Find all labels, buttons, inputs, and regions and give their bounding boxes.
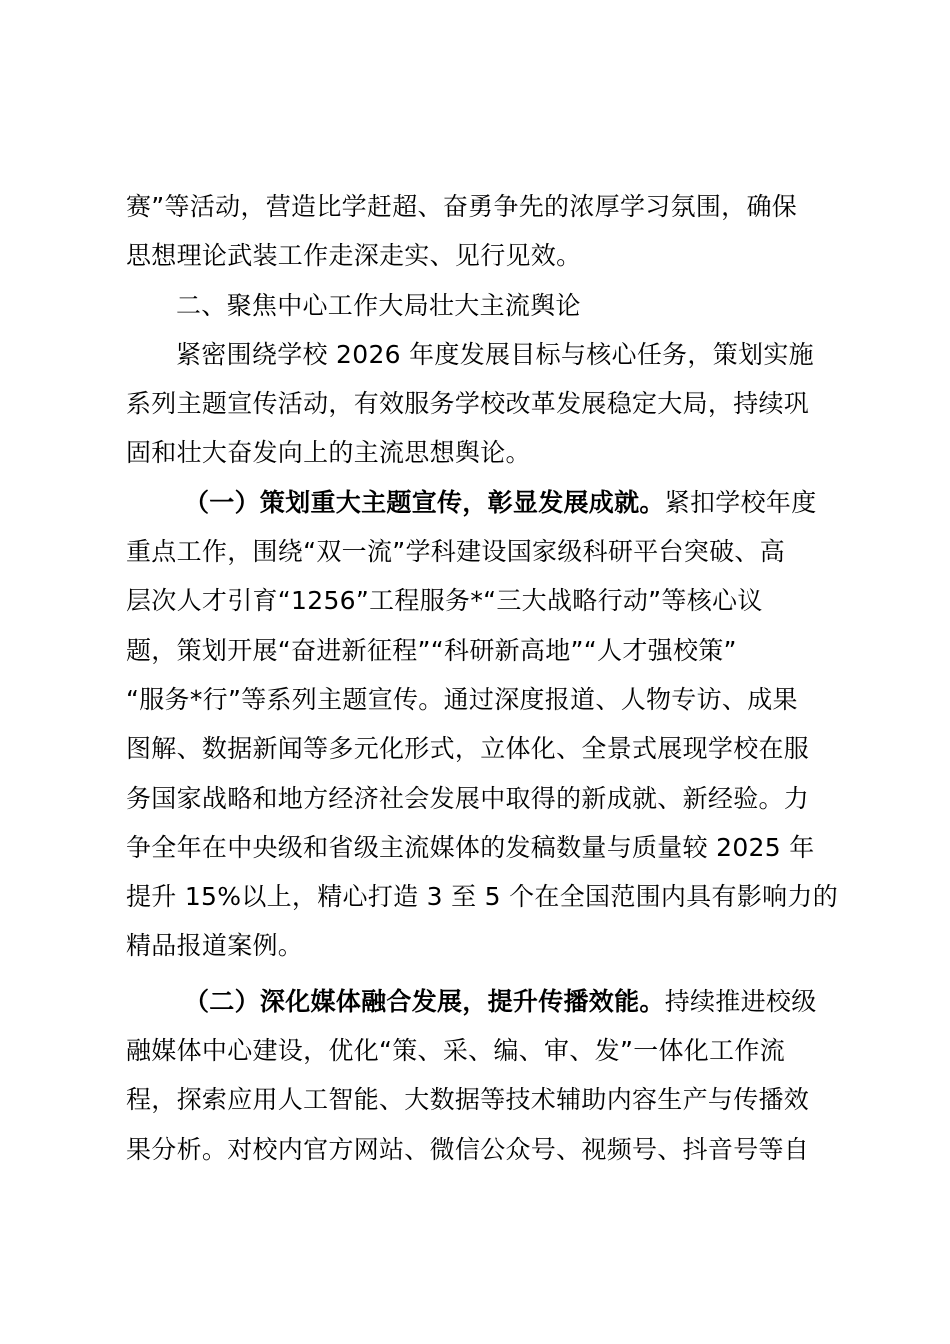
subsection-1-line: 图解、数据新闻等多元化形式，立体化、全景式展现学校在服 <box>126 734 810 764</box>
section-heading: 二、聚焦中心工作大局壮大主流舆论 <box>176 290 581 320</box>
subsection-1-first-line <box>126 478 834 527</box>
text-line: 思想理论武装工作走深走实、见行见效。 <box>126 241 582 271</box>
intro-paragraph-line: 紧密围绕学校 2026 年度发展目标与核心任务，策划实施 <box>176 339 814 369</box>
subsection-2-line: 果分析。对校内官方网站、微信公众号、视频号、抖音号等自 <box>126 1134 810 1164</box>
subsection-1-line: “服务*行”等系列主题宣传。通过深度报道、人物专访、成果 <box>126 684 798 714</box>
subsection-2-line: 程，探索应用人工智能、大数据等技术辅助内容生产与传播效 <box>126 1085 810 1115</box>
text-line: 赛”等活动，营造比学赶超、奋勇争先的浓厚学习氛围，确保 <box>126 192 798 221</box>
subsection-1-line: 精品报道案例。 <box>126 931 304 961</box>
subsection-1-line: 争全年在中央级和省级主流媒体的发稿数量与质量较 2025 年 <box>126 832 815 862</box>
subsection-2-first-line <box>126 977 834 1026</box>
subsection-2-heading: （二）深化媒体融合发展，提升传播效能。 <box>184 986 665 1016</box>
subsection-1-text: 紧扣学校年度 <box>664 487 817 517</box>
subsection-1-line: 题，策划开展“奋进新征程”“科研新高地”“人才强校策” <box>126 635 737 665</box>
document-page <box>126 182 839 1174</box>
intro-paragraph-line: 固和壮大奋发向上的主流思想舆论。 <box>126 438 531 468</box>
subsection-2-line: 融媒体中心建设，优化“策、采、编、审、发”一体化工作流 <box>126 1036 786 1066</box>
subsection-2-text: 持续推进校级 <box>664 986 817 1016</box>
intro-paragraph-line: 系列主题宣传活动，有效服务学校改革发展稳定大局，持续巩 <box>126 389 810 419</box>
subsection-1-heading: （一）策划重大主题宣传，彰显发展成就。 <box>184 487 665 517</box>
subsection-1-line: 务国家战略和地方经济社会发展中取得的新成就、新经验。力 <box>126 783 810 813</box>
subsection-1-line: 提升 15%以上，精心打造 3 至 5 个在全国范围内具有影响力的 <box>126 882 839 912</box>
subsection-1-line: 层次人才引育“1256”工程服务*“三大战略行动”等核心议 <box>126 586 763 616</box>
subsection-1-line: 重点工作，围绕“双一流”学科建设国家级科研平台突破、高 <box>126 537 786 567</box>
